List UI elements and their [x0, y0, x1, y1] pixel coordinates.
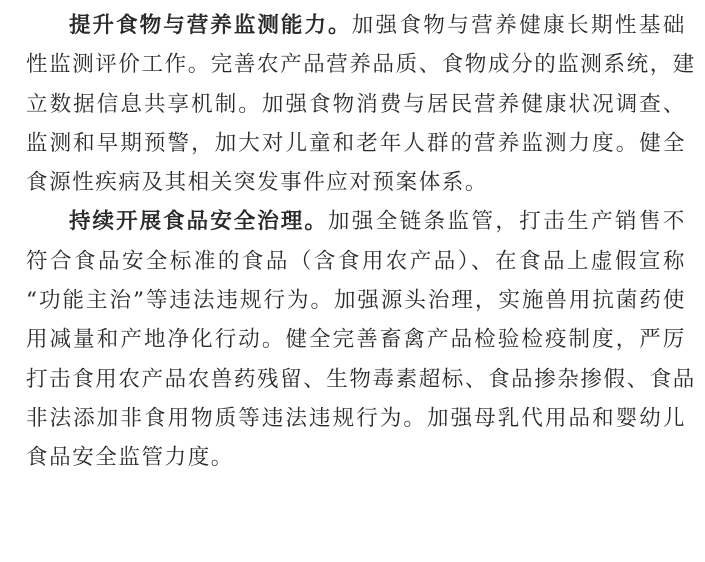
text-line: 食品安全监管力度。 — [26, 445, 234, 471]
text-line: 打击食用农产品农兽药残留、生物毒素超标、食品掺杂掺假、食品 — [26, 366, 696, 392]
text-line: 用减量和产地净化行动。健全完善畜禽产品检验检疫制度，严厉 — [26, 327, 686, 353]
paragraph-lead-heading: 持续开展食品安全治理。 — [69, 209, 328, 235]
text-line: 立数据信息共享机制。加强食物消费与居民营养健康状况调查、 — [26, 91, 686, 117]
paragraph-lead-heading: 提升食物与营养监测能力。 — [69, 13, 352, 38]
text-line: 非法添加非食用物质等违法违规行为。加强母乳代用品和婴幼儿 — [26, 405, 686, 431]
text-run: 加强全链条监管，打击生产销售不 — [327, 209, 686, 235]
text-run: 加强食物与营养健康长期性基础 — [351, 13, 686, 38]
text-line — [26, 6, 686, 45]
paragraph-nutrition-monitoring — [26, 6, 696, 202]
document-body — [26, 6, 696, 478]
text-line: “功能主治”等违法违规行为。加强源头治理，实施兽用抗菌药使 — [26, 288, 686, 314]
text-line: 监测和早期预警，加大对儿童和老年人群的营养监测力度。健全 — [26, 130, 686, 156]
text-line: 性监测评价工作。完善农产品营养品质、食物成分的监测系统，建 — [26, 52, 696, 78]
text-line: 食源性疾病及其相关突发事件应对预案体系。 — [26, 170, 489, 196]
text-line — [26, 202, 686, 241]
text-line: 符合食品安全标准的食品（含食用农产品）、在食品上虚假宣称 — [26, 248, 686, 274]
paragraph-food-safety-governance — [26, 202, 696, 477]
